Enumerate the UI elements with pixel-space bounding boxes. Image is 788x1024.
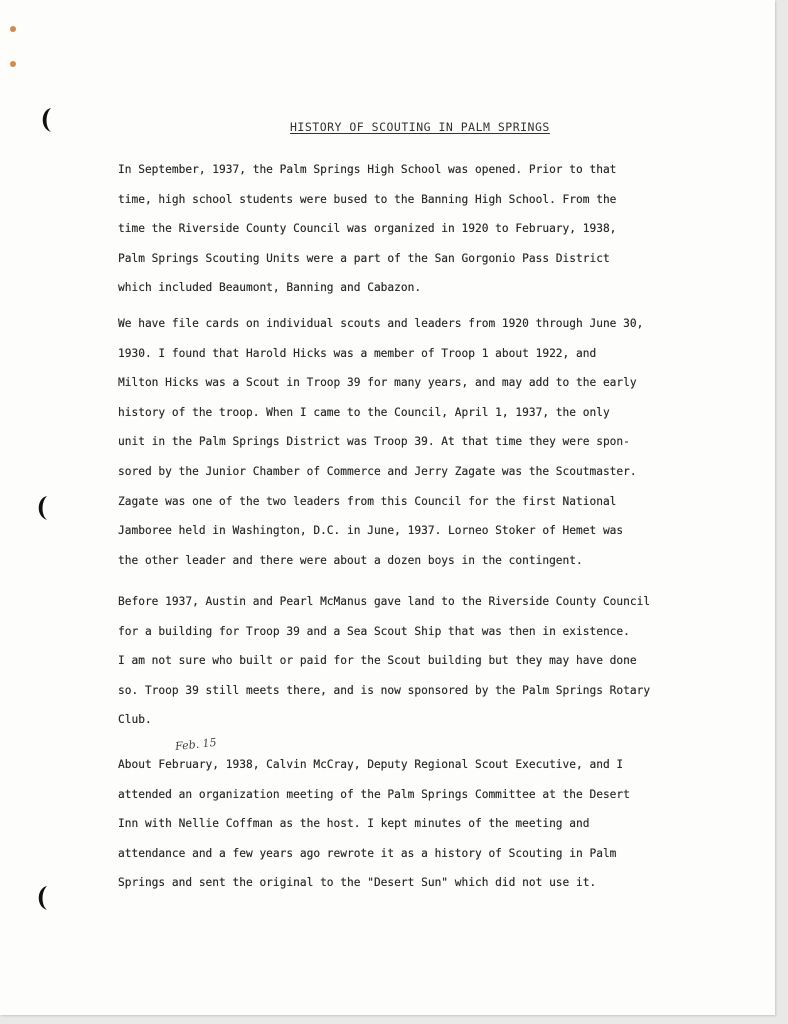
text-line: Inn with Nellie Coffman as the host. I kept minutes of the meeting and [118,817,590,831]
rust-spot [10,26,16,32]
binder-hole-shadow [36,106,58,134]
text-line: Jamboree held in Washington, D.C. in June, 1937. Lorneo Stoker of Hemet was [118,524,624,538]
paragraph-3 [118,587,758,735]
paragraph-2 [118,309,758,575]
text-line: Springs and sent the original to the "Desert Sun" which did not use it. [118,876,597,890]
text-line: I am not sure who built or paid for the Scout building but they may have done [118,654,637,668]
paragraph-1 [118,155,758,303]
text-line: sored by the Junior Chamber of Commerce and Jerry Zagate was the Scoutmaster. [118,464,637,478]
text-line: the other leader and there were about a dozen boys in the contingent. [118,553,583,567]
paragraph-4 [118,750,758,898]
text-line: so. Troop 39 still meets there, and is now sponsored by the Palm Springs Rotary [118,683,651,697]
text-line: Club. [118,713,152,727]
text-line: time the Riverside County Council was organized in 1920 to February, 1938, [118,222,617,236]
handwritten-annotation: Feb. 15 [174,735,218,754]
binder-hole-shadow [32,884,54,912]
text-line: Before 1937, Austin and Pearl McManus gave land to the Riverside County Council [118,595,651,608]
rust-spot [10,61,16,67]
text-line: attended an organization meeting of the Palm Springs Committee at the Desert [118,787,630,801]
text-line: We have file cards on individual scouts and leaders from 1920 through June 30, [118,317,644,330]
text-line: 1930. I found that Harold Hicks was a member of Troop 1 about 1922, and [118,346,597,360]
text-line: Milton Hicks was a Scout in Troop 39 for many years, and may add to the early [118,376,637,390]
text-line: In September, 1937, the Palm Springs High School was opened. Prior to that [118,163,617,176]
text-line: for a building for Troop 39 and a Sea Scout Ship that was then in existence. [118,624,630,638]
text-line: history of the troop. When I came to the Council, April 1, 1937, the only [118,405,610,419]
document-title: HISTORY OF SCOUTING IN PALM SPRINGS [290,120,550,134]
text-line: time, high school students were bused to the Banning High School. From the [118,192,617,206]
text-line: About February, 1938, Calvin McCray, Deputy Regional Scout Executive, and I [118,758,624,771]
text-line: Zagate was one of the two leaders from this Council for the first National [118,494,617,508]
text-line: which included Beaumont, Banning and Cabazon. [118,281,422,295]
text-line: Palm Springs Scouting Units were a part of the San Gorgonio Pass District [118,251,610,265]
text-line: unit in the Palm Springs District was Troop 39. At that time they were spon- [118,435,630,449]
binder-hole-shadow [32,494,54,522]
text-line: attendance and a few years ago rewrote it as a history of Scouting in Palm [118,846,617,860]
